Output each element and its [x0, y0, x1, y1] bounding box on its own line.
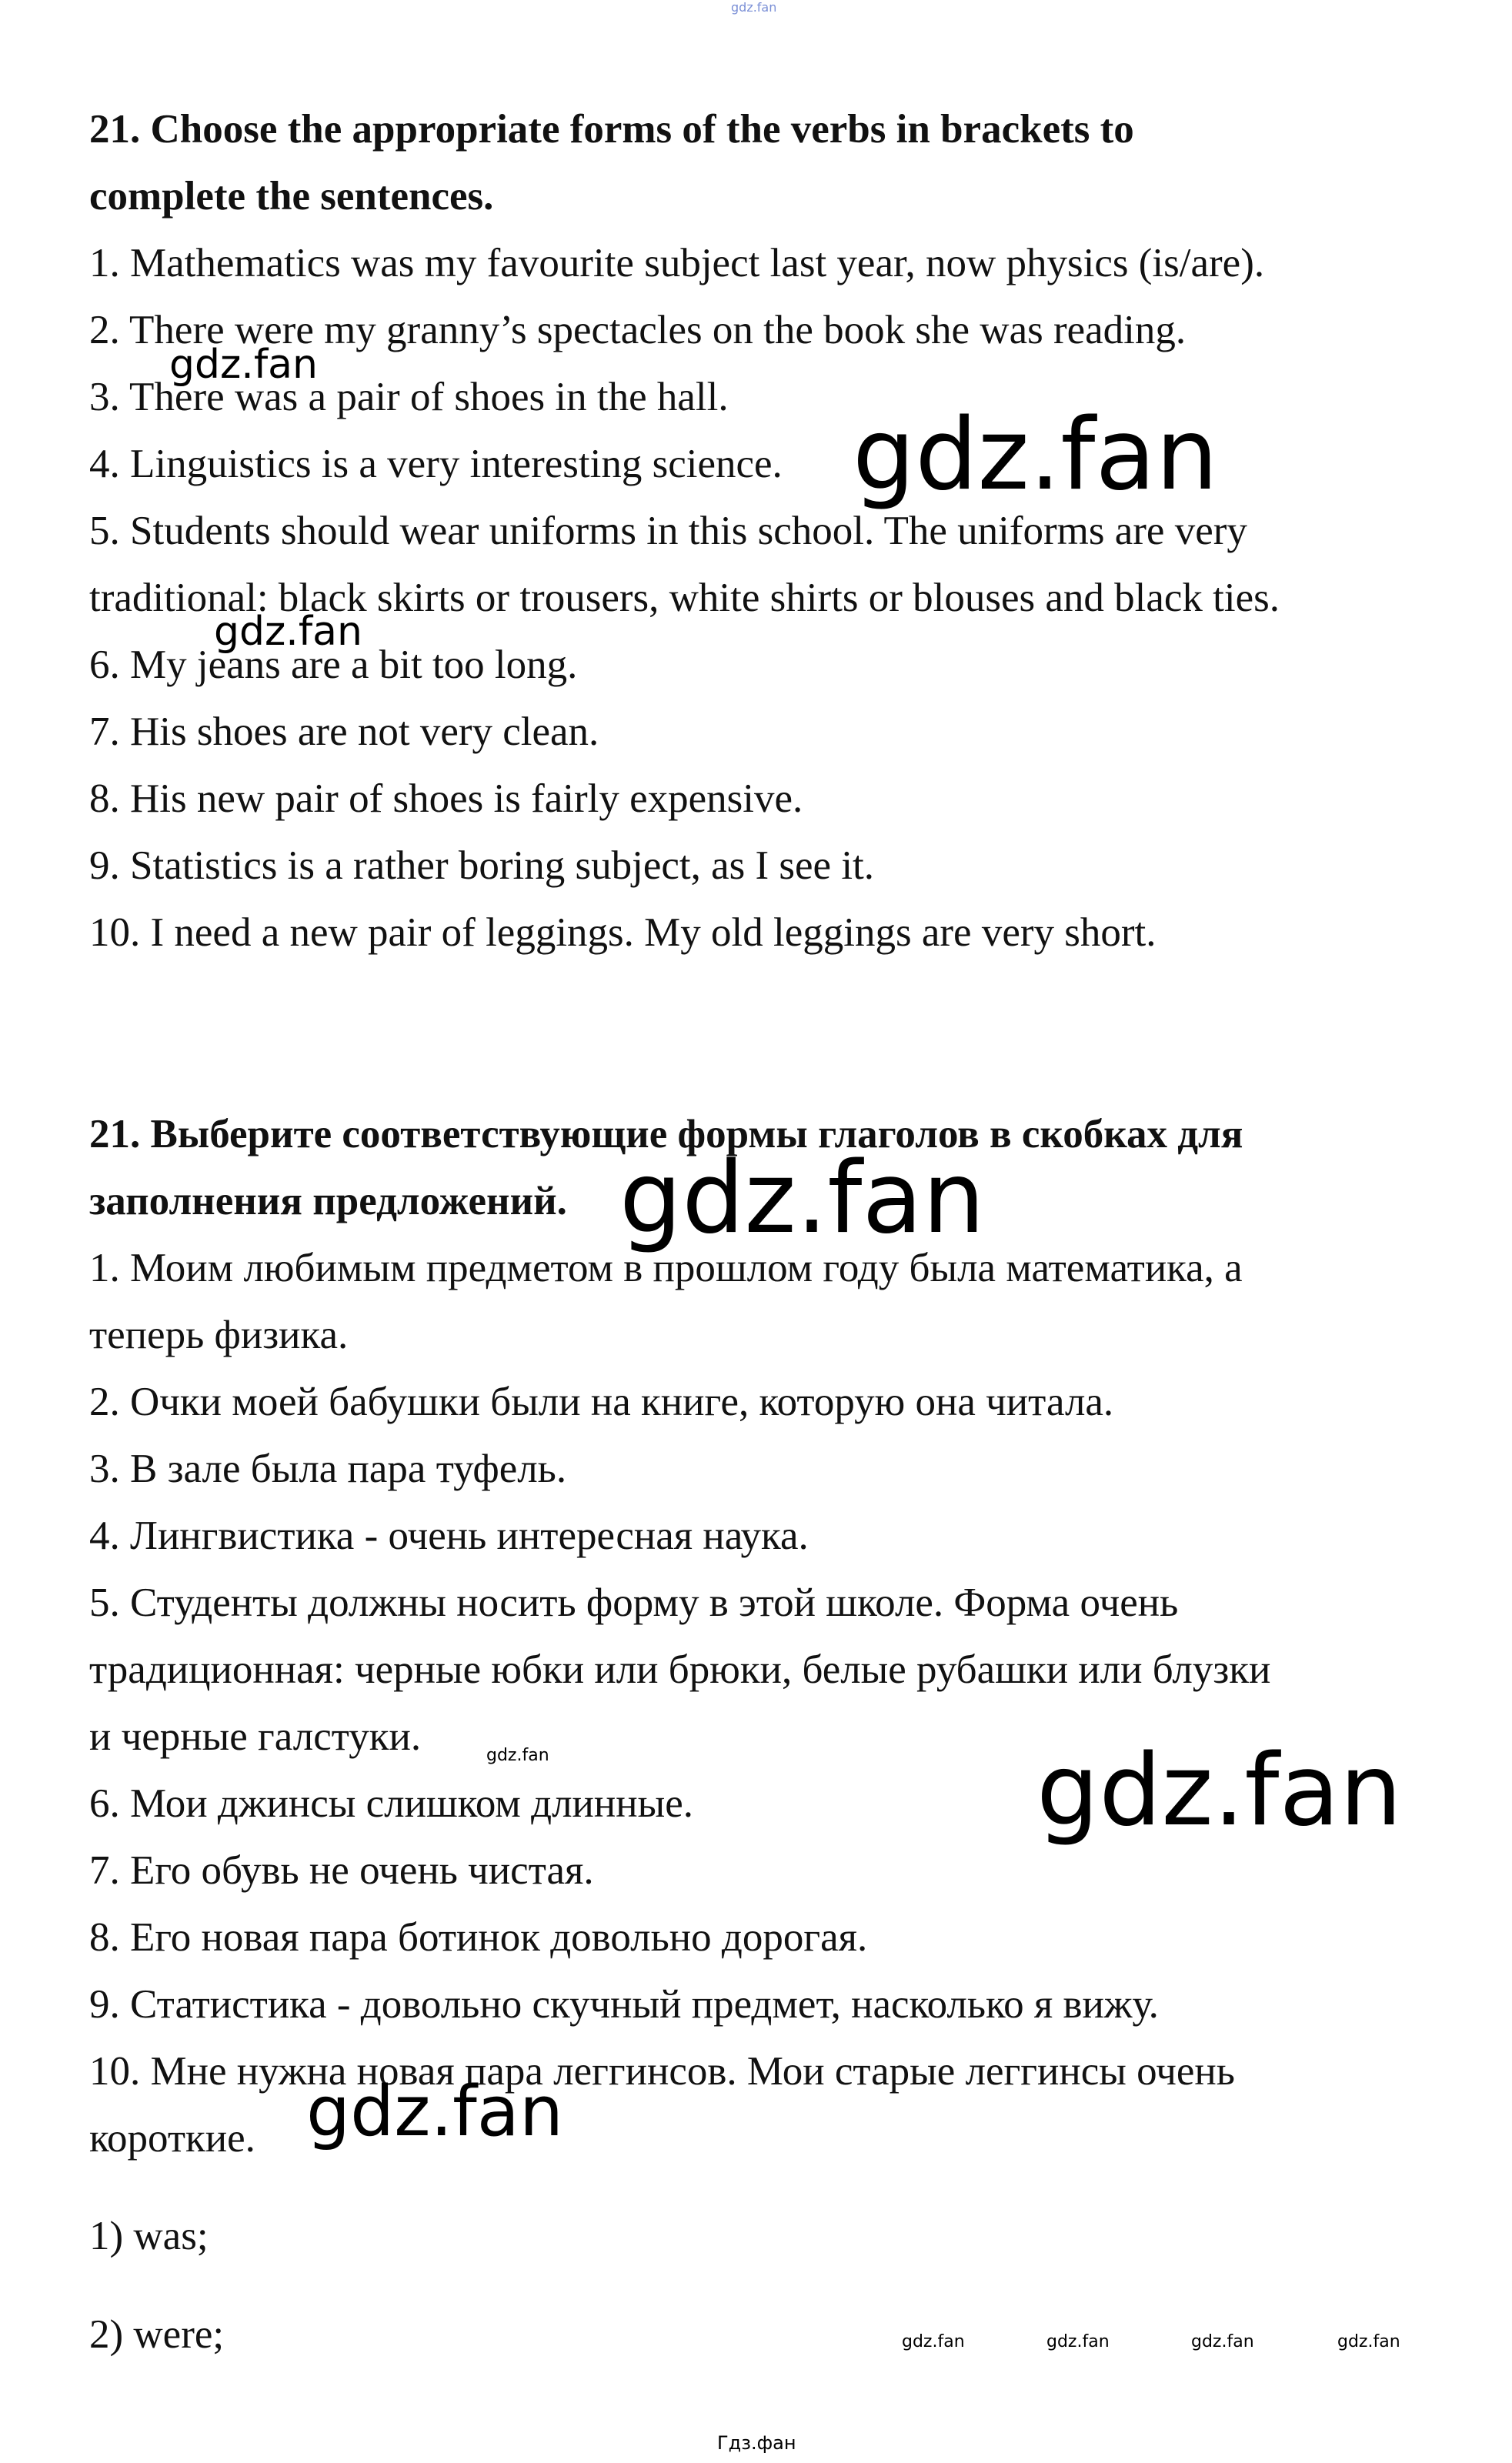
- watermark-large-1: gdz.fan: [853, 398, 1218, 512]
- russian-line-3: 3. В зале была пара туфель.: [89, 1447, 567, 1491]
- watermark-tiny-5: gdz.fan: [1337, 2332, 1400, 2351]
- english-line-7: 7. His shoes are not very clean.: [89, 709, 599, 754]
- english-heading-line-2: complete the sentences.: [89, 174, 494, 219]
- english-line-10: 10. I need a new pair of leggings. My old leggings are very short.: [89, 910, 1157, 955]
- watermark-large-2: gdz.fan: [619, 1141, 985, 1256]
- english-line-1: 1. Mathematics was my favourite subject last year, now physics (is/are).: [89, 241, 1265, 285]
- answer-1: 1) was;: [89, 2214, 209, 2258]
- watermark-tiny-4: gdz.fan: [1191, 2332, 1254, 2351]
- russian-line-5: 5. Студенты должны носить форму в этой школе. Форма очень: [89, 1580, 1179, 1625]
- russian-line-10-cont: короткие.: [89, 2116, 255, 2161]
- english-line-5: 5. Students should wear uniforms in this school. The uniforms are very: [89, 509, 1247, 553]
- watermark-footer: Гдз.фан: [717, 2432, 796, 2454]
- russian-heading-line-1: 21. Выберите соответствующие формы глаголов в скобках для: [89, 1112, 1243, 1156]
- watermark-small-2: gdz.fan: [214, 609, 362, 655]
- answer-2: 2) were;: [89, 2312, 225, 2357]
- watermark-tiny-1: gdz.fan: [486, 1746, 549, 1765]
- russian-line-5-cont-2: и черные галстуки.: [89, 1714, 422, 1759]
- russian-line-8: 8. Его новая пара ботинок довольно дорогая.: [89, 1915, 868, 1960]
- english-line-6: 6. My jeans are a bit too long.: [89, 642, 578, 687]
- russian-line-4: 4. Лингвистика - очень интересная наука.: [89, 1514, 809, 1558]
- english-line-8: 8. His new pair of shoes is fairly expensive.: [89, 776, 803, 821]
- watermark-tiny-3: gdz.fan: [1046, 2332, 1110, 2351]
- russian-line-2: 2. Очки моей бабушки были на книге, которую она читала.: [89, 1380, 1114, 1424]
- watermark-medium-1: gdz.fan: [306, 2071, 563, 2152]
- russian-line-7: 7. Его обувь не очень чистая.: [89, 1848, 594, 1893]
- watermark-small-1: gdz.fan: [169, 342, 318, 388]
- english-heading-line-1: 21. Choose the appropriate forms of the verbs in brackets to: [89, 107, 1134, 152]
- russian-line-9: 9. Статистика - довольно скучный предмет, насколько я вижу.: [89, 1982, 1159, 2027]
- english-line-9: 9. Statistics is a rather boring subject, as I see it.: [89, 843, 875, 888]
- russian-heading-line-2: заполнения предложений.: [89, 1179, 567, 1223]
- russian-line-6: 6. Мои джинсы слишком длинные.: [89, 1781, 693, 1826]
- english-line-5-cont: traditional: black skirts or trousers, white shirts or blouses and black ties.: [89, 576, 1280, 620]
- english-line-3: 3. There was a pair of shoes in the hall.: [89, 375, 729, 419]
- english-line-4: 4. Linguistics is a very interesting science.: [89, 442, 783, 486]
- russian-line-10: 10. Мне нужна новая пара леггинсов. Мои старые леггинсы очень: [89, 2049, 1235, 2094]
- watermark-tiny-2: gdz.fan: [902, 2332, 965, 2351]
- russian-line-1-cont: теперь физика.: [89, 1313, 349, 1357]
- watermark-top: gdz.fan: [731, 0, 777, 15]
- russian-line-5-cont: традиционная: черные юбки или брюки, белые рубашки или блузки: [89, 1647, 1271, 1692]
- watermark-large-3: gdz.fan: [1036, 1734, 1402, 1848]
- russian-line-1: 1. Моим любимым предметом в прошлом году была математика, а: [89, 1246, 1243, 1290]
- english-line-2: 2. There were my granny’s spectacles on the book she was reading.: [89, 308, 1187, 352]
